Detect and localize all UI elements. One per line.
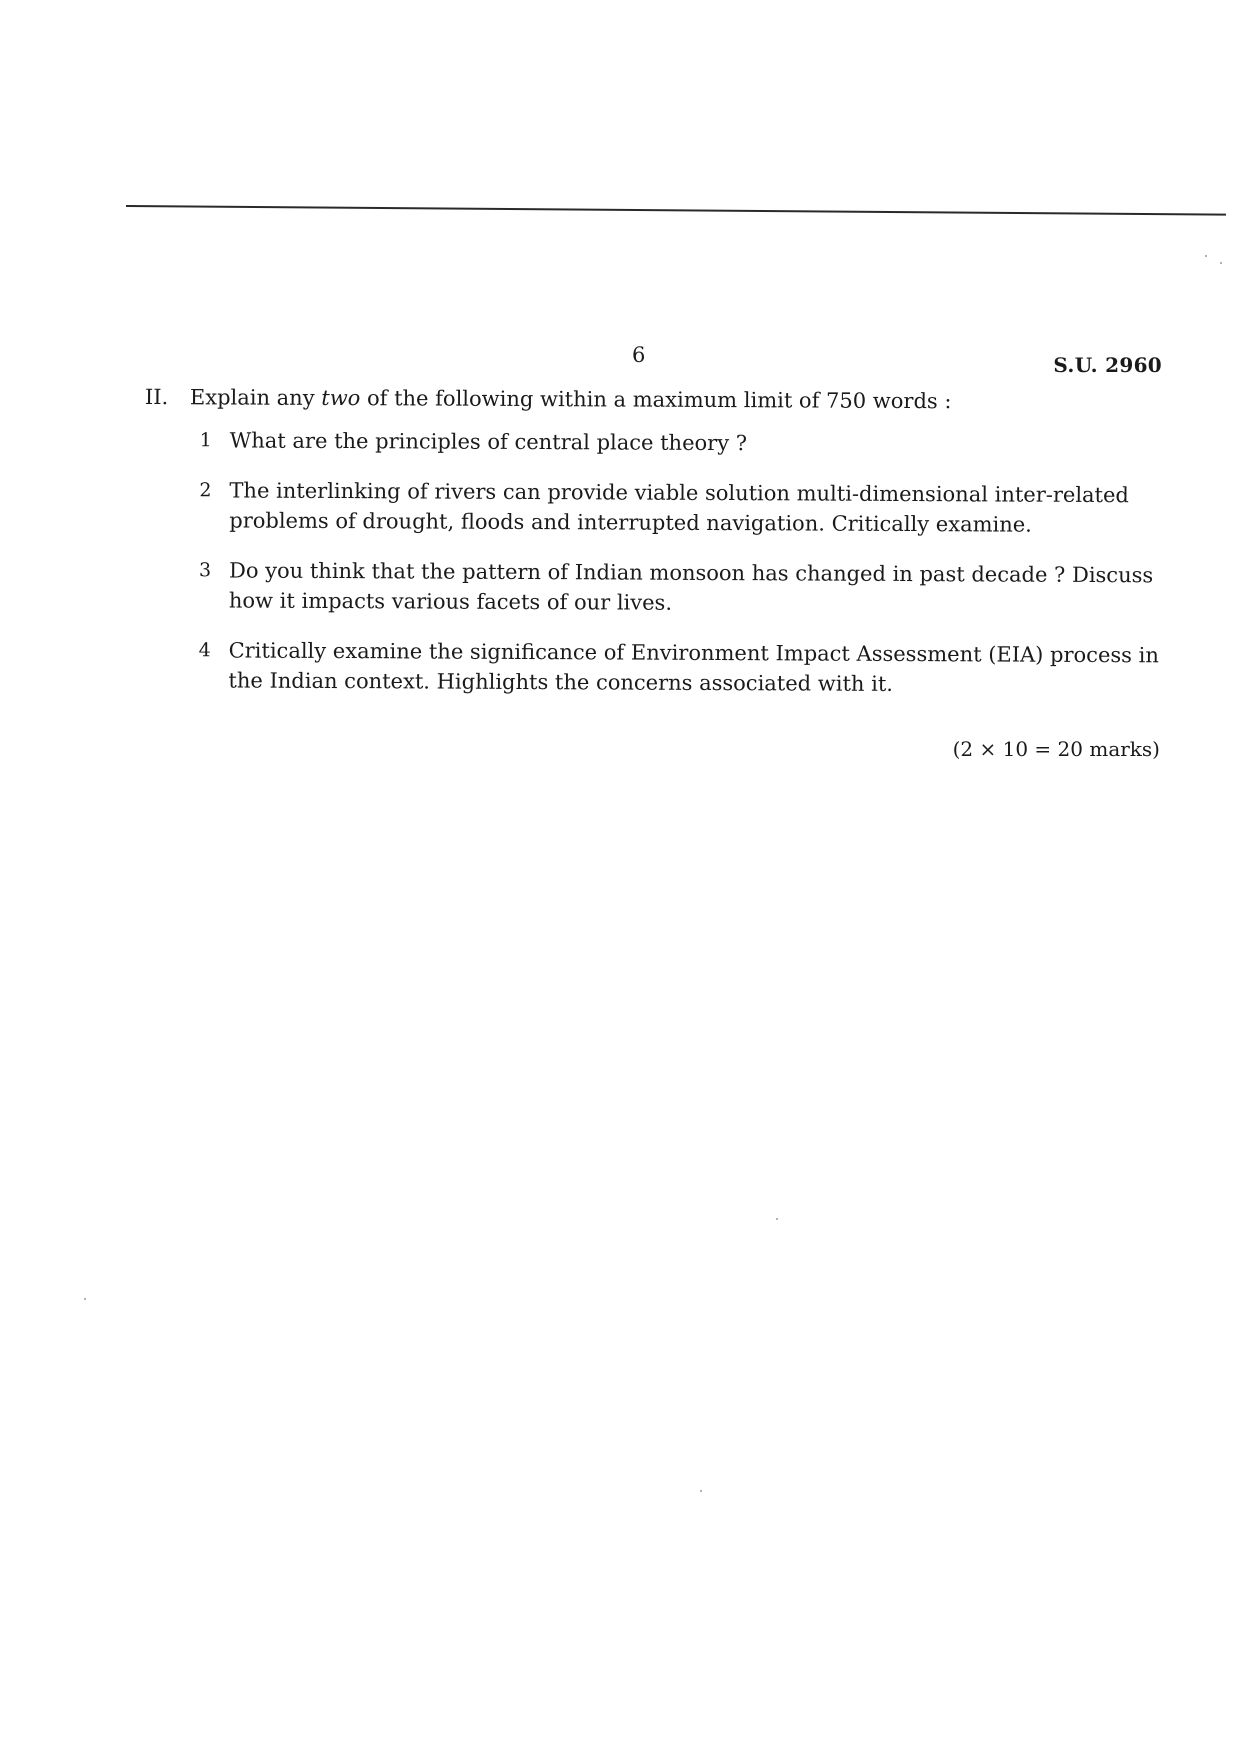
scan-speck <box>700 1490 702 1492</box>
question-item <box>198 635 1173 700</box>
instruction-emphasis: two <box>321 385 361 411</box>
question-item <box>199 475 1174 540</box>
instruction-text-after: of the following within a maximum limit of 750 words : <box>360 386 952 414</box>
marks-allocation: (2 × 10 = 20 marks) <box>952 737 1160 761</box>
section-instruction <box>145 385 1175 414</box>
scan-speck <box>776 1218 778 1220</box>
question-number: 3 <box>198 559 212 582</box>
question-text: Critically examine the significance of Environment Impact Assessment (EIA) process in the Indian context. Highlights the concerns associated with it. <box>228 638 1159 696</box>
question-item <box>200 425 1175 460</box>
section-number: II. <box>144 385 169 410</box>
scan-speck <box>84 1298 86 1300</box>
page-number: 6 <box>632 343 646 367</box>
question-item <box>199 555 1174 620</box>
question-text: The interlinking of rivers can provide viable solution multi-dimensional inter-related problems of drought, floods and interrupted navigation. Critically examine. <box>229 478 1129 537</box>
question-number: 4 <box>198 639 211 662</box>
instruction-text <box>190 385 952 413</box>
top-divider-line <box>126 205 1226 216</box>
scan-speck <box>1220 262 1222 264</box>
question-number: 2 <box>199 479 212 502</box>
question-text: What are the principles of central place theory ? <box>229 428 748 456</box>
question-text: Do you think that the pattern of Indian monsoon has changed in past decade ? Discuss how it impacts various facets of our lives. <box>228 558 1154 615</box>
instruction-text-before: Explain any <box>189 385 322 410</box>
scan-speck <box>1205 255 1207 257</box>
question-list <box>198 425 1174 700</box>
question-number: 1 <box>199 429 212 452</box>
paper-code: S.U. 2960 <box>1053 353 1162 377</box>
question-section <box>143 385 1175 720</box>
